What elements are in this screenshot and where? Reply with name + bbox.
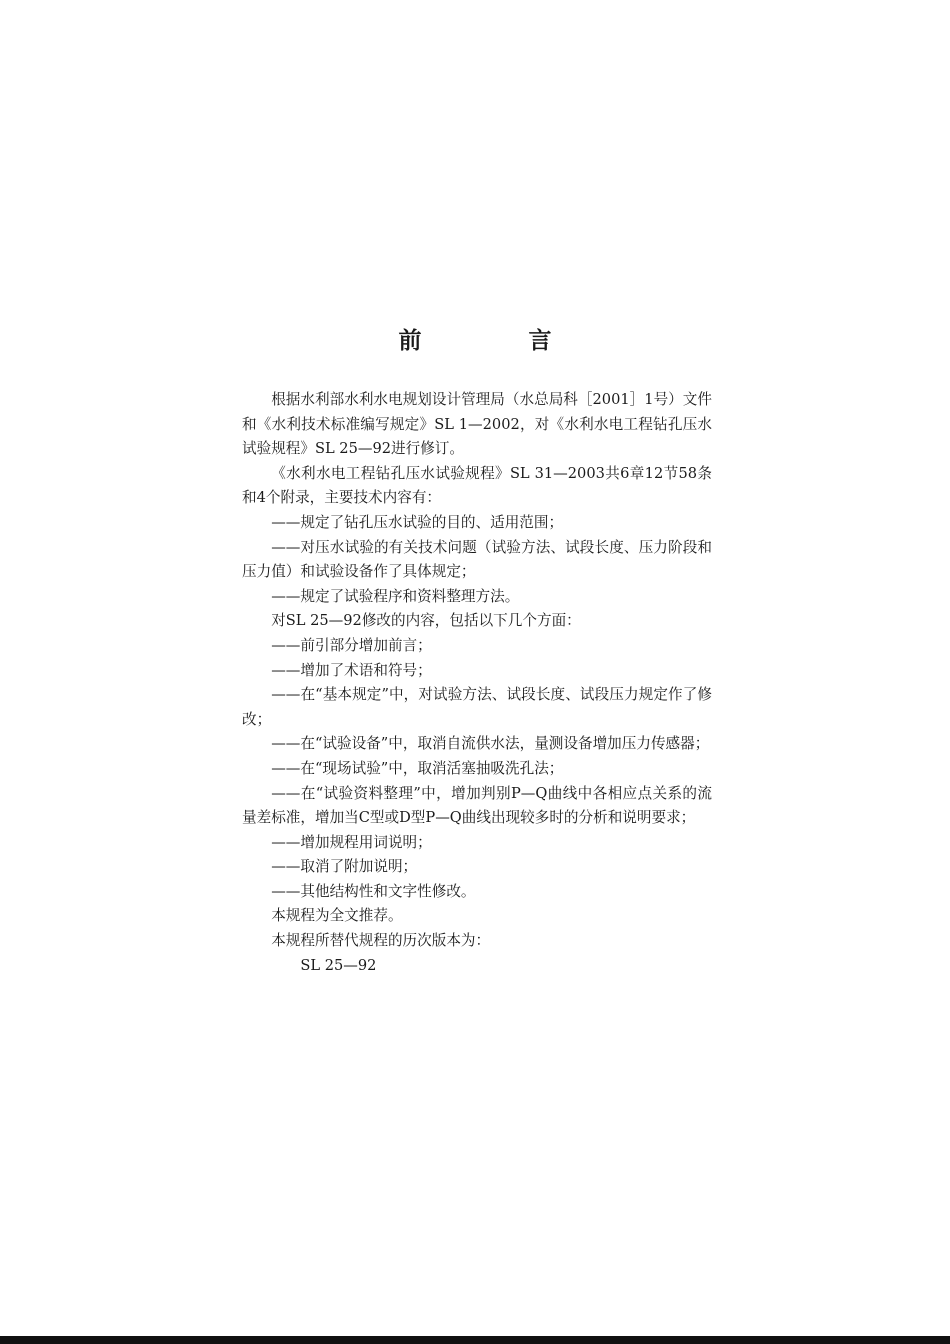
paragraph-recommendation: 本规程为全文推荐。 (271, 907, 403, 925)
list-item: ——其他结构性和文字性修改。 (271, 882, 476, 900)
paragraph-superseded: 本规程所替代规程的历次版本为： (271, 932, 491, 950)
list-item: ——在“基本规定”中，对试验方法、试段长度、试段压力规定作了修改； (242, 686, 712, 728)
list-item: ——在“现场试验”中，取消活塞抽吸洗孔法； (271, 759, 564, 777)
superseded-version: SL 25—92 (300, 956, 377, 974)
page-title: 前 言 (398, 328, 594, 354)
bottom-edge-bar (0, 1336, 950, 1344)
list-item: ——增加了术语和符号； (271, 661, 432, 679)
list-item: ——规定了试验程序和资料整理方法。 (271, 587, 520, 605)
list-item: ——增加规程用词说明； (271, 833, 432, 851)
list-item: ——前引部分增加前言； (271, 636, 432, 654)
paragraph-summary: 《水利水电工程钻孔压水试验规程》SL 31—2003共6章12节58条和4个附录，主要技术内容有： (242, 464, 712, 507)
list-item: ——取消了附加说明； (271, 858, 418, 876)
paragraph-basis: 根据水利部水利水电规划设计管理局（水总局科［2001］1号）文件和《水利技术标准编写规定》SL 1—2002，对《水利水电工程钻孔压水试验规程》SL 25—92进行修订。 (242, 391, 712, 458)
list-item: ——对压水试验的有关技术问题（试验方法、试段长度、压力阶段和压力值）和试验设备作了具体规定； (242, 538, 712, 581)
paragraph-revisions: 对SL 25—92修改的内容，包括以下几个方面： (271, 612, 581, 630)
preface-body (242, 388, 712, 978)
list-item: ——在“试验资料整理”中，增加判别P—Q曲线中各相应点关系的流量差标准，增加当C型或D型P—Q曲线出现较多时的分析和说明要求； (242, 784, 712, 827)
list-item: ——在“试验设备”中，取消自流供水法，量测设备增加压力传感器； (271, 735, 710, 753)
list-item: ——规定了钻孔压水试验的目的、适用范围； (271, 513, 564, 531)
